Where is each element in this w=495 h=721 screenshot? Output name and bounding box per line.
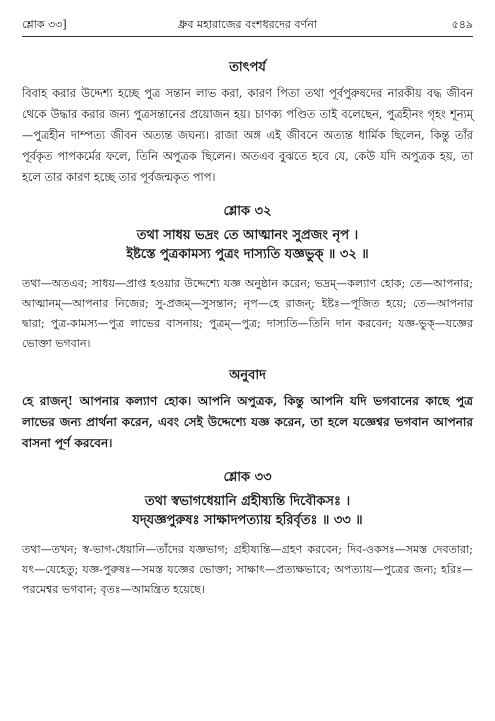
verse-33-line-2: যদ্‌যজ্ঞপুরুষঃ সাক্ষাদপত্যায় হরির্বৃতঃ ॥ ৩৩ ॥ bbox=[132, 513, 363, 528]
verse-32-synonyms: তথা—অতএব; সাধয়—প্রাপ্ত হওয়ার উদ্দেশ্যে যজ্ঞ অনুষ্ঠান করেন; ভদ্রম্—কল্যাণ হোক; তে—আপনার; আত্মানম্—আপনার নিজের; সু-প্রজম্—সুসন্তান; নৃপ—হে রাজন্; ইষ্টঃ—পূজিত হয়ে; তে—আপনার দ্বারা; পুত্র-কামস্য—পুত্র লাভের বাসনায়; পুত্রম্—পুত্র; দাস্যতি—তিনি দান করবেন; যজ্ঞ-ভুক্—যজ্ঞের ভোক্তা ভগবান। bbox=[22, 277, 473, 350]
header-divider bbox=[22, 36, 473, 37]
purport-heading: তাৎপর্য bbox=[229, 60, 266, 75]
verse-32-line-2: ইষ্টস্তে পুত্রকামস্য পুত্রং দাস্যতি যজ্ঞভুক্ ॥ ৩২ ॥ bbox=[126, 247, 369, 262]
verse-32-translation-heading: অনুবাদ bbox=[229, 368, 266, 383]
verse-32-line-1: তথা সাধয় ভদ্রং তে আত্মানং সুপ্রজং নৃপ । bbox=[136, 228, 359, 243]
verse-32-translation: হে রাজন্! আপনার কল্যাণ হোক। আপনি অপুত্রক, কিন্তু আপনি যদি ভগবানের কাছে পুত্র লাভের জন্য প্রার্থনা করেন, এবং সেই উদ্দেশ্যে যজ্ঞ করেন, তা হলে যজ্ঞেশ্বর ভগবান আপনার বাসনা পূর্ণ করবেন। bbox=[22, 394, 473, 450]
verse-32-number: শ্লোক ৩২ bbox=[223, 204, 272, 219]
page-body bbox=[22, 58, 473, 600]
running-header bbox=[22, 16, 473, 34]
verse-33-number: শ্লোক ৩৩ bbox=[223, 470, 272, 485]
purport-text: বিবাহ করার উদ্দেশ্য হচ্ছে পুত্র সন্তান লাভ করা, কারণ পিতা তথা পূর্বপুরুষদের নারকীয় বদ্ধ জীবন থেকে উদ্ধার করার জন্য পুত্রসন্তানের প্রয়োজন হয়। চাণক্য পণ্ডিত তাই বলেছেন, পুত্রহীনং গৃহং শূন্যম্—পুত্রহীন দাম্পত্য জীবন অত্যন্ত জঘন্য। রাজা অঙ্গ এই জীবনে অত্যন্ত ধার্মিক ছিলেন, কিন্তু তাঁর পূর্বকৃত পাপকর্মের ফলে, তিনি অপুত্রক ছিলেন। অতএব বুঝতে হবে যে, কেউ যদি অপুত্রক হয়, তা হলে তার কারণ হচ্ছে তার পূর্বজন্মকৃত পাপ। bbox=[22, 87, 473, 184]
header-verse-ref: শ্লোক ৩৩] bbox=[22, 18, 67, 31]
verse-33-synonyms: তথা—তখন; স্ব-ভাগ-ধেয়ানি—তাঁদের যজ্ঞভাগ; গ্রহীষ্যন্তি—গ্রহণ করবেন; দিব-ওকসঃ—সমস্ত দেবতারা; যৎ—যেহেতু; যজ্ঞ-পুরুষঃ—সমস্ত যজ্ঞের ভোক্তা; সাক্ষাৎ—প্রত্যক্ষভাবে; অপত্যায়—পুত্রের জন্য; হরিঃ—পরমেশ্বর ভগবান; বৃতঃ—আমন্ত্রিত হয়েছে। bbox=[22, 543, 473, 596]
header-chapter-title: ধ্রুব মহারাজের বংশধরদের বর্ণনা bbox=[178, 18, 317, 31]
verse-33-line-1: তথা স্বভাগধেয়ানি গ্রহীষ্যন্তি দিবৌকসঃ । bbox=[144, 494, 351, 509]
header-page-number: ৫৪৯ bbox=[451, 18, 473, 31]
